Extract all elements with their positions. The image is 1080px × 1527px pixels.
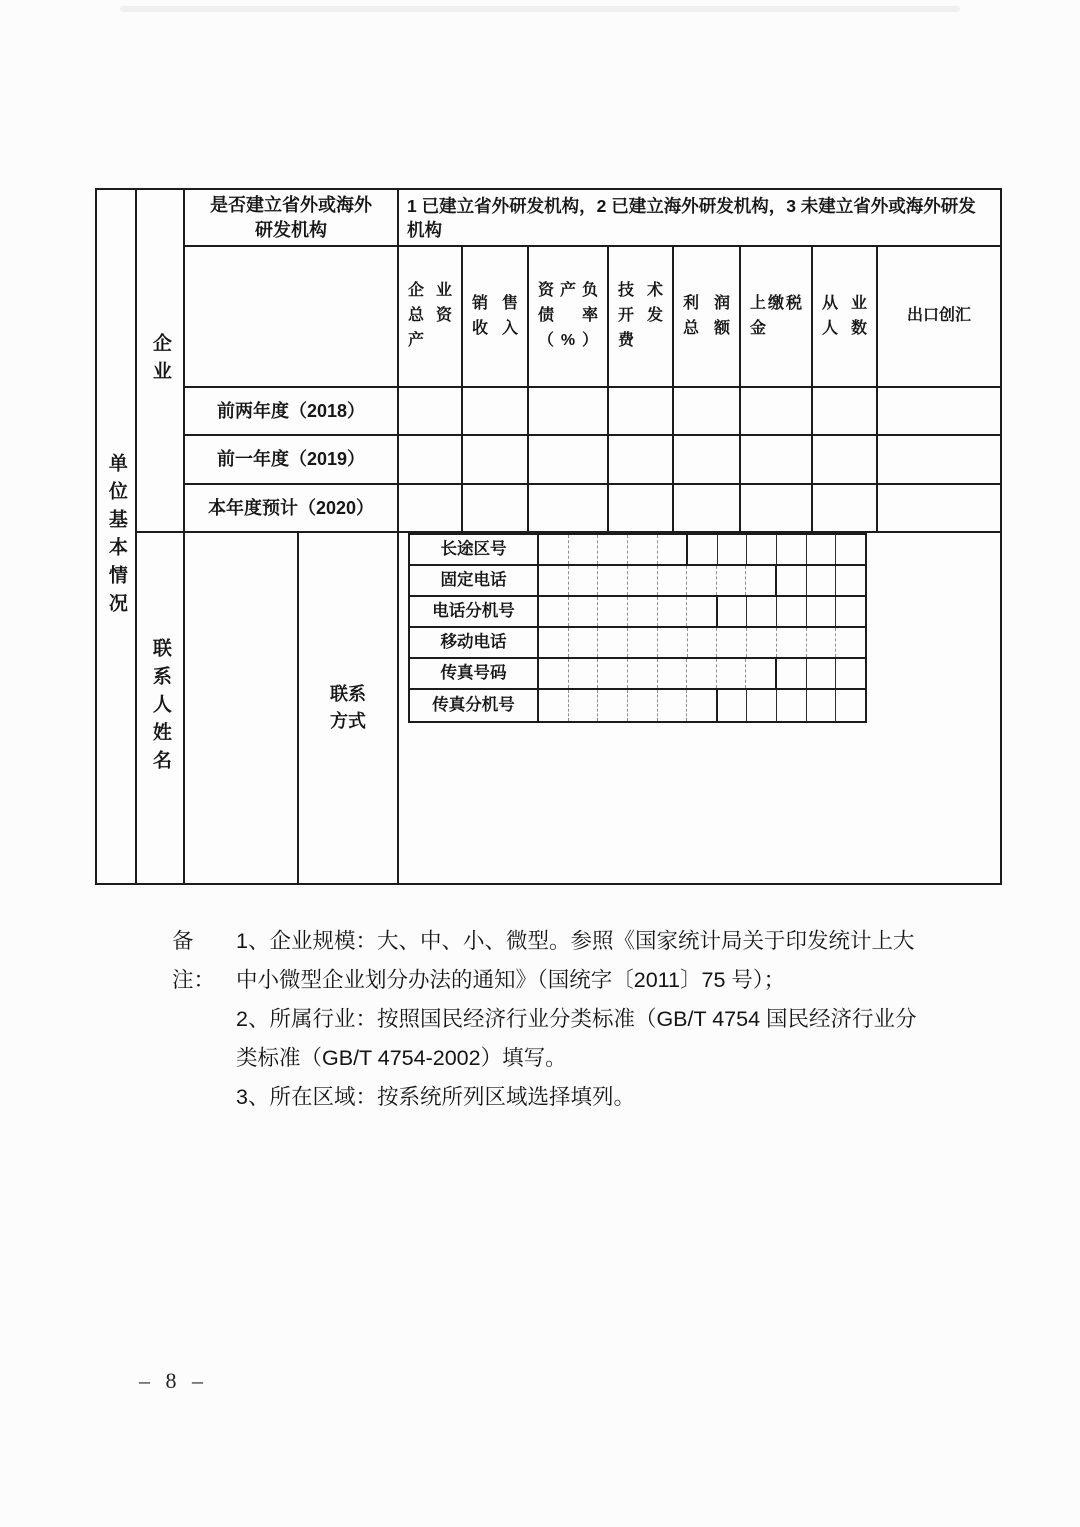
digit-box <box>569 659 599 688</box>
digit-box <box>747 690 777 721</box>
digit-box <box>598 566 628 595</box>
digit-box <box>539 659 569 688</box>
digit-box <box>688 628 718 657</box>
digit-box <box>598 535 628 564</box>
note-item-1 <box>172 922 972 1000</box>
rd-institution-options-cell <box>399 190 1000 247</box>
digit-box <box>539 628 569 657</box>
page-number: – 8 – <box>139 1368 208 1393</box>
metric-data-cell <box>529 436 609 485</box>
digit-box <box>836 597 865 626</box>
digit-box <box>807 597 837 626</box>
digit-box <box>628 690 658 721</box>
digit-box <box>777 659 807 688</box>
digit-box <box>539 535 569 564</box>
digit-box <box>658 628 688 657</box>
digit-box <box>836 659 865 688</box>
metric-data-cell <box>609 485 674 533</box>
digit-cell-strip <box>539 566 865 595</box>
enterprise-group-label: 企业 <box>149 332 171 389</box>
phone-field-label: 固定电话 <box>410 566 539 595</box>
digit-box <box>807 659 837 688</box>
phone-field-label: 传真号码 <box>410 659 539 688</box>
metric-data-cell <box>813 436 878 485</box>
note-item-3 <box>172 1078 972 1117</box>
digit-box <box>807 690 837 721</box>
metric-data-cell <box>399 388 463 436</box>
metric-header-taxes-paid: 上缴税金 <box>741 247 813 388</box>
digit-box <box>718 690 748 721</box>
metric-data-cell <box>463 388 529 436</box>
digit-box <box>687 597 718 626</box>
metric-data-cell <box>741 436 813 485</box>
metric-header-sales-revenue: 销售收入 <box>463 247 529 388</box>
digit-box <box>777 597 807 626</box>
digit-box <box>628 566 658 595</box>
note-text-3: 3、所在区域：按系统所列区域选择填列。 <box>236 1085 635 1109</box>
note-item-2 <box>172 1000 972 1078</box>
metric-data-cell <box>529 485 609 533</box>
phone-field-label: 长途区号 <box>410 535 539 564</box>
phone-numbers-table <box>408 533 867 723</box>
digit-box <box>807 566 837 595</box>
digit-box <box>598 690 628 721</box>
digit-box <box>598 628 628 657</box>
contact-method-label-cell <box>299 533 399 883</box>
note-text-1: 1、企业规模：大、中、小、微型。参照《国家统计局关于印发统计上大中小微型企业划分办法的通知》（国统字〔2011〕75 号）； <box>236 929 915 992</box>
digit-box <box>718 535 748 564</box>
metric-data-cell <box>529 388 609 436</box>
digit-box <box>746 659 777 688</box>
rd-institution-question: 是否建立省外或海外研发机构 <box>210 195 372 240</box>
digit-box <box>687 690 718 721</box>
digit-box <box>658 597 688 626</box>
digit-box <box>747 535 777 564</box>
digit-box <box>569 690 599 721</box>
metric-data-cell <box>878 388 1000 436</box>
digit-box <box>539 690 569 721</box>
metric-data-cell <box>674 388 741 436</box>
scan-artifact <box>120 6 960 12</box>
digit-box <box>658 659 688 688</box>
metric-data-cell <box>399 436 463 485</box>
digit-box <box>836 628 865 657</box>
digit-cell-strip <box>539 628 865 657</box>
metric-header-export-earnings: 出口创汇 <box>878 247 1000 388</box>
digit-box <box>628 597 658 626</box>
digit-box <box>717 566 747 595</box>
metric-data-cell <box>813 485 878 533</box>
digit-box <box>539 597 569 626</box>
digit-box <box>688 535 718 564</box>
digit-box <box>658 535 689 564</box>
digit-box <box>569 597 599 626</box>
section-label: 单位基本情况 <box>105 452 127 621</box>
digit-box <box>628 659 658 688</box>
phone-field-label: 电话分机号 <box>410 597 539 626</box>
footnotes <box>172 922 972 1117</box>
metric-data-cell <box>463 485 529 533</box>
metric-data-cell <box>399 485 463 533</box>
metric-header-rd-expense: 技术开发费 <box>609 247 674 388</box>
metric-data-cell <box>878 485 1000 533</box>
metric-header-debt-ratio: 资产负债率（%） <box>529 247 609 388</box>
unit-basic-info-table <box>95 188 1002 885</box>
metric-data-cell <box>741 388 813 436</box>
phone-field-label: 移动电话 <box>410 628 539 657</box>
digit-box <box>836 566 865 595</box>
note-text-2: 2、所属行业：按照国民经济行业分类标准（GB/T 4754 国民经济行业分类标准（GB/T 4754-2002）填写。 <box>236 1007 917 1070</box>
metric-data-cell <box>878 436 1000 485</box>
metric-data-cell <box>674 485 741 533</box>
digit-box <box>836 535 865 564</box>
notes-prefix: 备注： <box>172 929 216 992</box>
phone-field-row <box>410 628 865 659</box>
digit-cell-strip <box>539 690 865 721</box>
year-row-label-2018: 前两年度（2018） <box>185 388 399 436</box>
digit-cell-strip <box>539 597 865 626</box>
phone-field-row <box>410 535 865 566</box>
rd-institution-options: 1 已建立省外研发机构，2 已建立海外研发机构，3 未建立省外或海外研发机构 <box>407 196 976 240</box>
digit-box <box>747 628 777 657</box>
digit-box <box>569 535 599 564</box>
digit-box <box>628 535 658 564</box>
phone-field-row <box>410 659 865 690</box>
metric-data-cell <box>609 436 674 485</box>
empty-header-stub-cell <box>185 247 399 388</box>
metric-data-cell <box>813 388 878 436</box>
digit-box <box>598 659 628 688</box>
year-row-label-2020: 本年度预计（2020） <box>185 485 399 533</box>
digit-box <box>658 690 688 721</box>
metric-data-cell <box>674 436 741 485</box>
contact-method-label: 联系方式 <box>329 684 366 731</box>
digit-box <box>746 566 777 595</box>
phone-field-label: 传真分机号 <box>410 690 539 721</box>
metric-data-cell <box>741 485 813 533</box>
phone-field-row <box>410 566 865 597</box>
section-label-cell <box>97 190 137 883</box>
digit-box <box>718 597 748 626</box>
digit-box <box>539 566 569 595</box>
digit-box <box>836 690 865 721</box>
digit-box <box>807 535 837 564</box>
digit-box <box>569 628 599 657</box>
digit-box <box>598 597 628 626</box>
digit-cell-strip <box>539 535 865 564</box>
phone-field-row <box>410 690 865 721</box>
contact-method-area-cell <box>399 533 1000 883</box>
digit-box <box>687 659 717 688</box>
metric-data-cell <box>609 388 674 436</box>
metric-header-total-assets: 企业总资产 <box>399 247 463 388</box>
digit-box <box>687 566 717 595</box>
metric-header-total-profit: 利润总额 <box>674 247 741 388</box>
digit-box <box>777 535 807 564</box>
metric-data-cell <box>463 436 529 485</box>
digit-box <box>777 628 807 657</box>
metric-header-employees: 从业人数 <box>813 247 878 388</box>
year-row-label-2019: 前一年度（2019） <box>185 436 399 485</box>
contact-name-input-cell <box>185 533 299 883</box>
contact-name-label: 联系人姓名 <box>149 638 171 778</box>
digit-box <box>777 690 807 721</box>
digit-box <box>628 628 658 657</box>
digit-box <box>747 597 777 626</box>
phone-field-row <box>410 597 865 628</box>
digit-box <box>717 628 747 657</box>
contact-name-label-cell <box>137 533 185 883</box>
enterprise-group-label-cell <box>137 190 185 533</box>
digit-box <box>569 566 599 595</box>
digit-box <box>777 566 807 595</box>
digit-box <box>658 566 688 595</box>
rd-institution-question-cell <box>185 190 399 247</box>
digit-box <box>807 628 837 657</box>
digit-cell-strip <box>539 659 865 688</box>
digit-box <box>717 659 747 688</box>
